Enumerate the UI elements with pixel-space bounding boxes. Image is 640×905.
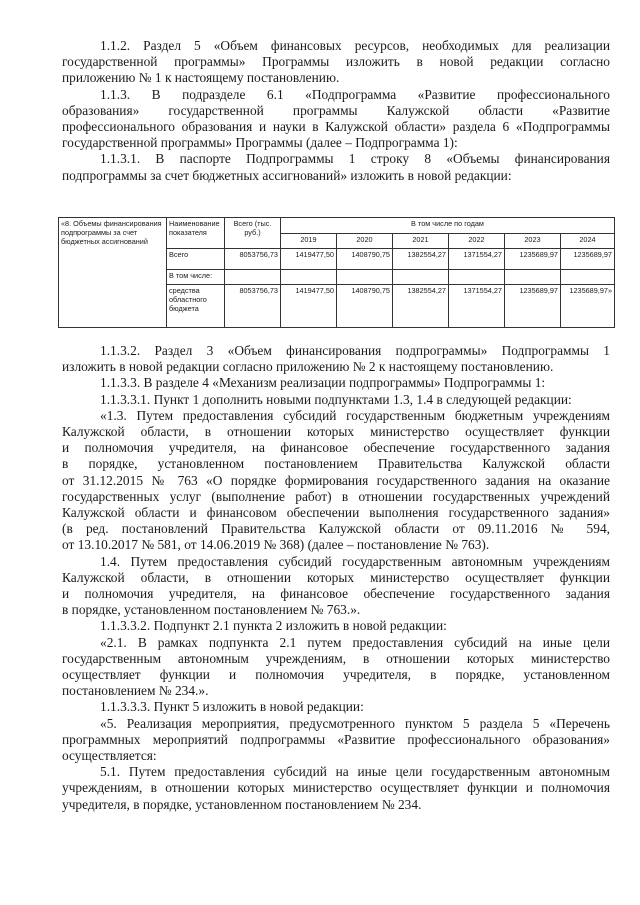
year-header: 2019	[281, 233, 337, 249]
text-line: осуществляется:	[62, 748, 157, 764]
text-line: и полномочия учредителя, на финансовое обеспечение государственного задания	[62, 440, 610, 456]
col-total-header: Всего (тыс. руб.)	[225, 218, 281, 249]
text-line: от 31.12.2015 № 763 «О порядке формирования государственного задания на оказание	[62, 472, 610, 488]
cell-value: 1371554,27	[449, 285, 505, 328]
cell-value: 1419477,50	[281, 249, 337, 269]
text-line: 5.1. Путем предоставления субсидий на иные цели государственным автономным	[100, 764, 610, 780]
text-block-bottom	[62, 343, 610, 813]
text-line: 1.1.3.3.1. Пункт 1 дополнить новыми подпунктами 1.3, 1.4 в следующей редакции:	[100, 391, 572, 407]
table-row-label: «8. Объемы финансирования подпрограммы за счет бюджетных ассигнований	[59, 218, 167, 328]
text-line: 1.1.3.2. Раздел 3 «Объем финансирования подпрограммы» Подпрограммы 1	[100, 343, 610, 358]
year-header: 2022	[449, 233, 505, 249]
text-line: «1.3. Путем предоставления субсидий государственным бюджетным учреждениям	[100, 407, 610, 423]
col-name-header: Наименование показателя	[167, 218, 225, 249]
cell-value: 1235689,97	[505, 285, 561, 328]
row-name: средства областного бюджета	[167, 285, 225, 328]
text-line: «2.1. В рамках подпункта 2.1 путем предоставления субсидий на иные цели	[100, 634, 610, 650]
text-line: образования» государственной программы Калужской области «Развитие	[62, 102, 610, 118]
text-block-top	[62, 38, 610, 184]
text-line: и полномочия учредителя, на финансовое обеспечение государственного задания	[62, 586, 610, 602]
year-header: 2020	[337, 233, 393, 249]
year-header: 2024	[561, 233, 615, 249]
financing-table	[58, 217, 615, 328]
text-line: изложить в новой редакции согласно приложению № 2 к настоящему постановлению.	[62, 359, 554, 375]
text-line: 1.4. Путем предоставления субсидий государственным автономным учреждениям	[100, 553, 610, 569]
cell-value: 1235689,97	[505, 249, 561, 269]
text-line: Калужской области, в отношении которых министерство осуществляет функции	[62, 569, 610, 585]
cell-value: 1419477,50	[281, 285, 337, 328]
text-line: в порядке, установленном постановлением № 763.».	[62, 602, 361, 618]
text-line: 1.1.2. Раздел 5 «Объем финансовых ресурсов, необходимых для реализации	[100, 38, 610, 53]
text-line: государственной программы» Программы (далее – Подпрограмма 1):	[62, 135, 458, 151]
year-header: 2021	[393, 233, 449, 249]
text-line: от 13.10.2017 № 581, от 14.06.2019 № 368) (далее – постановление № 763).	[62, 537, 490, 553]
text-line: Калужской области, в отношении которых министерство осуществляет функции	[62, 424, 610, 440]
text-line: учреждениям, в отношении которых министерство осуществляет функции и полномочия	[62, 780, 610, 796]
text-line: программных мероприятий подпрограммы «Развитие профессионального образования»	[62, 731, 610, 747]
text-line: 1.1.3.3. В разделе 4 «Механизм реализации подпрограммы» Подпрограммы 1:	[100, 375, 546, 391]
text-line: 1.1.3. В подразделе 6.1 «Подпрограмма «Развитие профессионального	[100, 86, 610, 102]
text-line: осуществляет функции и полномочия учредителя, в порядке, установленном	[62, 667, 610, 683]
cell-value: 1408790,75	[337, 249, 393, 269]
text-line: профессионального образования и науки в Калужской области» раздела 6 «Подпрограммы	[62, 119, 610, 135]
text-line: учредителя, в порядке, установленном постановлением № 234.	[62, 796, 422, 812]
text-line: подпрограммы за счет бюджетных ассигнований» изложить в новой редакции:	[62, 167, 512, 183]
text-line: приложению № 1 к настоящему постановлению.	[62, 70, 340, 86]
text-line: 1.1.3.3.3. Пункт 5 изложить в новой редакции:	[100, 699, 364, 715]
text-line: государственной программы» Программы изложить в новой редакции согласно	[62, 54, 610, 70]
text-line: 1.1.3.1. В паспорте Подпрограммы 1 строку 8 «Объемы финансирования	[100, 151, 610, 167]
text-line: «5. Реализация мероприятия, предусмотренного пунктом 5 раздела 5 «Перечень	[100, 715, 610, 731]
cell-value: 1382554,27	[393, 285, 449, 328]
text-line: (в ред. постановлений Правительства Калужской области от 09.11.2016 № 594,	[62, 521, 610, 537]
row-name: В том числе:	[167, 269, 225, 285]
text-line: 1.1.3.3.2. Подпункт 2.1 пункта 2 изложить в новой редакции:	[100, 618, 447, 634]
text-line: Калужской области и финансовом обеспечении выполнения государственного задания»	[62, 505, 610, 521]
row-name: Всего	[167, 249, 225, 269]
col-years-caption: В том числе по годам	[281, 218, 615, 234]
text-line: государственным автономным учреждениям, в отношении которых министерство	[62, 650, 610, 666]
cell-value: 1382554,27	[393, 249, 449, 269]
text-line: в порядке, установленном постановлением Правительства Калужской области	[62, 456, 610, 472]
year-header: 2023	[505, 233, 561, 249]
row-total-value: 8053756,73	[225, 285, 281, 328]
cell-value: 1235689,97»	[561, 285, 615, 328]
text-line: государственных услуг (выполнение работ) в отношении государственных учреждений	[62, 488, 610, 504]
cell-value: 1408790,75	[337, 285, 393, 328]
text-line: постановлением № 234.».	[62, 683, 209, 699]
cell-value: 1235689,97	[561, 249, 615, 269]
cell-value: 1371554,27	[449, 249, 505, 269]
row-total-value: 8053756,73	[225, 249, 281, 269]
